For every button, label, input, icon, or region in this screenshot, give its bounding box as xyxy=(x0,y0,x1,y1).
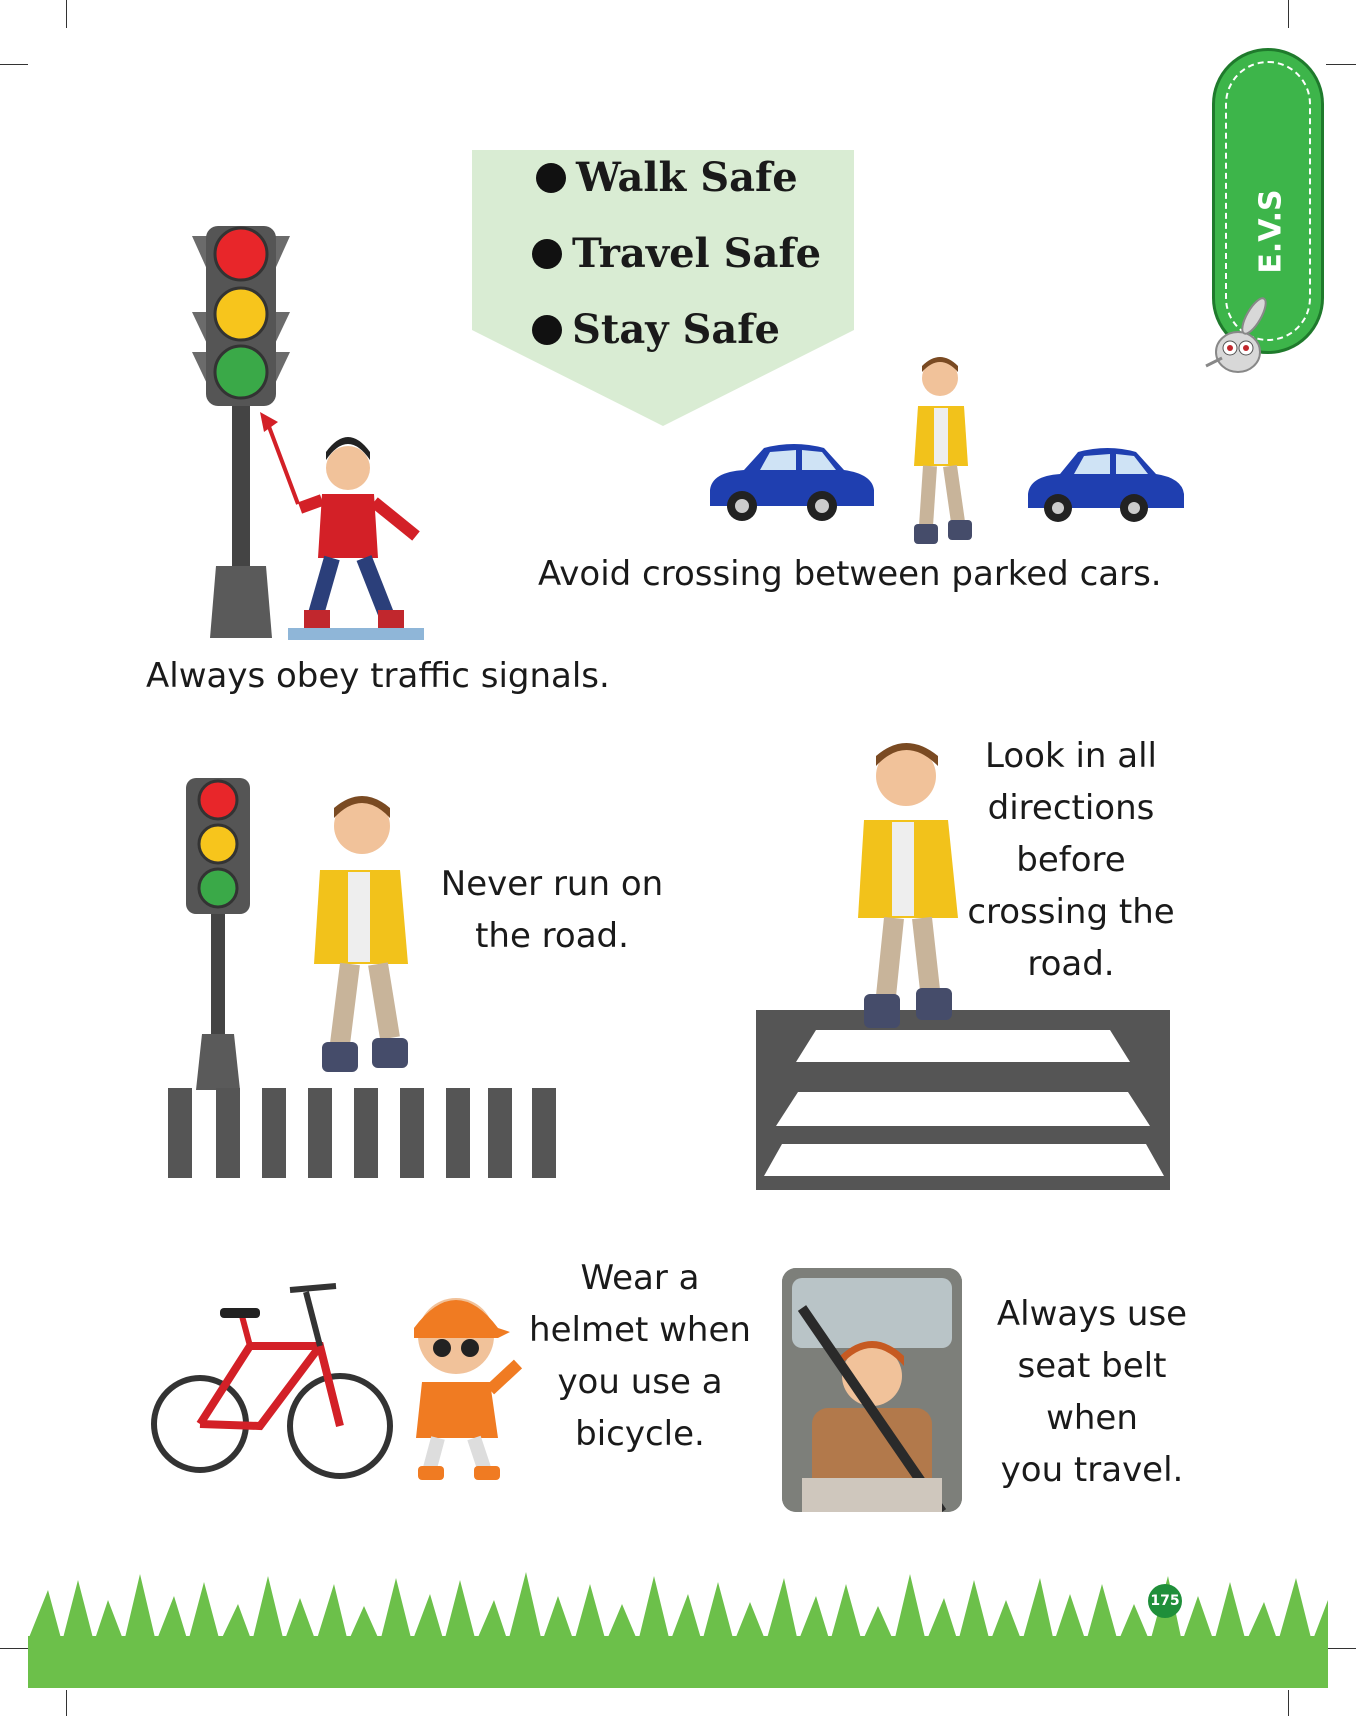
banner-item-label: Travel Safe xyxy=(572,230,822,277)
page-number-badge: 175 xyxy=(1148,1584,1182,1618)
rabbit-mascot-icon xyxy=(1196,296,1280,380)
crop-mark xyxy=(1326,1648,1356,1649)
crop-mark xyxy=(1288,1690,1289,1716)
banner-item-walk-safe xyxy=(536,154,798,201)
zebra-stripes xyxy=(168,1088,556,1178)
child-helmet-illustration xyxy=(394,1278,524,1482)
bicycle-icon xyxy=(150,1276,396,1484)
seat-belt-photo xyxy=(782,1268,962,1512)
traffic-light-icon xyxy=(178,778,258,1090)
crop-mark xyxy=(66,1690,67,1716)
boy-running-illustration xyxy=(300,794,430,1096)
banner-item-stay-safe xyxy=(532,306,780,353)
caption-parked-cars: Avoid crossing between parked cars. xyxy=(538,554,1162,594)
boy-looking-illustration xyxy=(846,740,982,1046)
tab-label: E.V.S xyxy=(1253,188,1289,274)
banner-item-travel-safe xyxy=(532,230,821,277)
crop-mark xyxy=(0,64,28,65)
caption-never-run: Never run on the road. xyxy=(440,864,664,956)
boy-walking-illustration xyxy=(898,356,988,552)
banner-item-label: Walk Safe xyxy=(576,154,798,201)
safety-banner xyxy=(472,150,854,426)
child-in-car-illustration xyxy=(782,1268,962,1512)
crop-mark xyxy=(66,0,67,28)
caption-helmet: Wear a helmet when you use a bicycle. xyxy=(529,1258,751,1454)
grass-border xyxy=(28,1570,1328,1688)
caption-seat-belt: Always use seat belt when you travel. xyxy=(996,1294,1188,1490)
bullet-icon xyxy=(532,315,562,345)
blue-car-icon xyxy=(704,440,878,522)
crop-mark xyxy=(1288,0,1289,28)
boy-pointing-illustration xyxy=(260,408,428,640)
caption-look-directions: Look in all directions before crossing the road. xyxy=(967,736,1175,984)
bullet-icon xyxy=(532,239,562,269)
caption-obey-signals: Always obey traffic signals. xyxy=(146,656,610,696)
bullet-icon xyxy=(536,163,566,193)
blue-car-icon xyxy=(1022,444,1188,524)
zebra-crossing xyxy=(168,1088,556,1178)
crop-mark xyxy=(1326,64,1356,65)
banner-item-label: Stay Safe xyxy=(572,306,780,353)
crop-mark xyxy=(0,1648,28,1649)
